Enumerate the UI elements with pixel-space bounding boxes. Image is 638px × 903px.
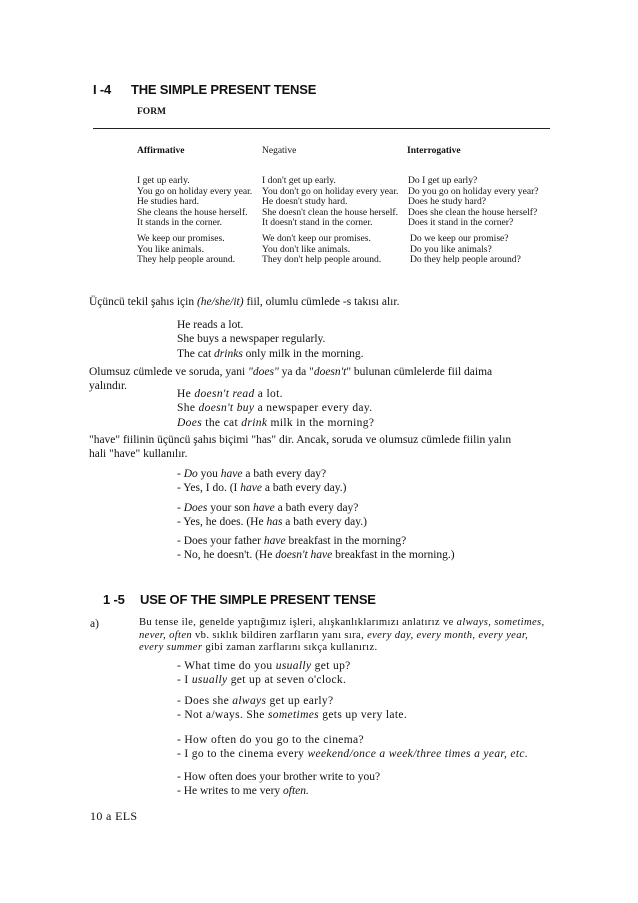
example-block-4b — [177, 694, 407, 723]
example-block-3b — [177, 501, 367, 530]
negative-group-2 — [262, 234, 381, 266]
table-cell: Does she clean the house herself? — [408, 206, 538, 218]
horizontal-rule — [93, 128, 550, 129]
negative-group-1 — [262, 176, 398, 229]
table-cell: She cleans the house herself. — [137, 206, 248, 218]
table-cell: They help people around. — [137, 254, 236, 266]
interrogative-group-1 — [408, 176, 539, 229]
page-footer: 10 a ELS — [90, 809, 138, 823]
example-block-1 — [177, 318, 364, 361]
example-line: She buys a newspaper regularly. — [177, 333, 326, 346]
example-line: He doesn't read a lot. — [177, 388, 283, 400]
table-cell: I get up early. — [137, 175, 190, 186]
example-line: She doesn't buy a newspaper every day. — [177, 402, 373, 415]
example-line: Does the cat drink milk in the morning? — [177, 416, 375, 429]
table-cell: You go on holiday every year. — [137, 185, 253, 197]
table-cell: They don't help people around. — [262, 254, 382, 266]
table-cell: You don't like animals. — [262, 243, 351, 255]
table-cell: She doesn't clean the house herself. — [262, 206, 398, 218]
example-line: - Does she always get up early? — [177, 695, 334, 707]
table-cell: You like animals. — [137, 243, 204, 255]
table-cell: Do you go on holiday every year? — [408, 185, 539, 197]
example-line: - Yes, I do. (I have a bath every day.) — [177, 482, 347, 495]
item-a-text: Bu tense ile, genelde yaptığımız işleri, alışkanlıklarımızı anlatırız ve always, sometimes, never, often vb. sıklık bildiren zarfların yanı sıra, every day, every month, every year, every summer gibi zaman zarflarını sıkça kullanırız. — [139, 617, 545, 653]
example-line: - Does your father have breakfast in the morning? — [177, 535, 407, 547]
table-cell: It doesn't stand in the corner. — [262, 217, 373, 229]
section-title-1-5: USE OF THE SIMPLE PRESENT TENSE — [140, 592, 376, 607]
table-cell: It stands in the corner. — [137, 217, 222, 229]
example-line: - No, he doesn't. (He doesn't have breakfast in the morning.) — [177, 549, 455, 562]
example-line: - Yes, he does. (He has a bath every day.) — [177, 516, 367, 529]
example-line: - Do you have a bath every day? — [177, 468, 327, 480]
paragraph-have: "have" fiilinin üçüncü şahıs biçimi "has" dir. Ancak, soruda ve olumsuz cümlede fiilin yalın hali "have" kullanılır. — [89, 434, 512, 460]
paragraph-negative-question: Olumsuz cümlede ve soruda, yani "does" ya da "doesn't" bulunan cümlelerde fiil daima yalındır. — [89, 366, 493, 392]
example-line: - I go to the cinema every weekend/once a week/three times a year, etc. — [177, 748, 529, 761]
section-number-1-4: I -4 — [93, 82, 111, 97]
example-block-3a — [177, 467, 346, 496]
table-cell: Does he study hard? — [408, 196, 487, 208]
example-line: - How often does your brother write to you? — [177, 771, 381, 783]
section-number-1-5: 1 -5 — [103, 592, 125, 607]
interrogative-group-2 — [410, 234, 521, 266]
header-interrogative: Interrogative — [407, 146, 461, 156]
affirmative-group-1 — [137, 176, 252, 229]
table-cell: Do you like animals? — [410, 243, 492, 255]
example-line: - I usually get up at seven o'clock. — [177, 674, 347, 687]
section-title-1-4: THE SIMPLE PRESENT TENSE — [131, 82, 317, 97]
example-line: He reads a lot. — [177, 319, 244, 331]
header-negative: Negative — [262, 146, 297, 156]
table-cell: He studies hard. — [137, 196, 200, 208]
affirmative-group-2 — [137, 234, 235, 266]
form-label: FORM — [137, 107, 167, 117]
example-block-3c — [177, 534, 455, 563]
table-cell: Does it stand in the corner? — [408, 217, 514, 229]
item-label-a: a) — [90, 618, 99, 630]
example-line: - What time do you usually get up? — [177, 660, 351, 672]
paragraph-third-person: Üçüncü tekil şahıs için (he/she/it) fiil, olumlu cümlede -s takısı alır. — [89, 296, 400, 308]
example-line: The cat drinks only milk in the morning. — [177, 347, 364, 360]
example-line: - Does your son have a bath every day? — [177, 502, 359, 514]
example-line: - How often do you go to the cinema? — [177, 734, 364, 746]
table-cell: He doesn't study hard. — [262, 196, 348, 208]
table-cell: Do we keep our promise? — [410, 233, 509, 244]
table-cell: Do they help people around? — [410, 254, 521, 266]
example-block-2 — [177, 387, 374, 430]
example-block-4c — [177, 733, 528, 762]
table-cell: We don't keep our promises. — [262, 233, 371, 244]
table-cell: Do I get up early? — [408, 175, 478, 186]
table-cell: I don't get up early. — [262, 175, 336, 186]
example-block-4d — [177, 770, 380, 799]
header-affirmative: Affirmative — [137, 146, 185, 156]
example-block-4a — [177, 659, 351, 688]
table-cell: We keep our promises. — [137, 233, 225, 244]
example-line: - He writes to me very often. — [177, 785, 309, 798]
table-cell: You don't go on holiday every year. — [262, 185, 399, 197]
example-line: - Not a/ways. She sometimes gets up very late. — [177, 709, 408, 722]
